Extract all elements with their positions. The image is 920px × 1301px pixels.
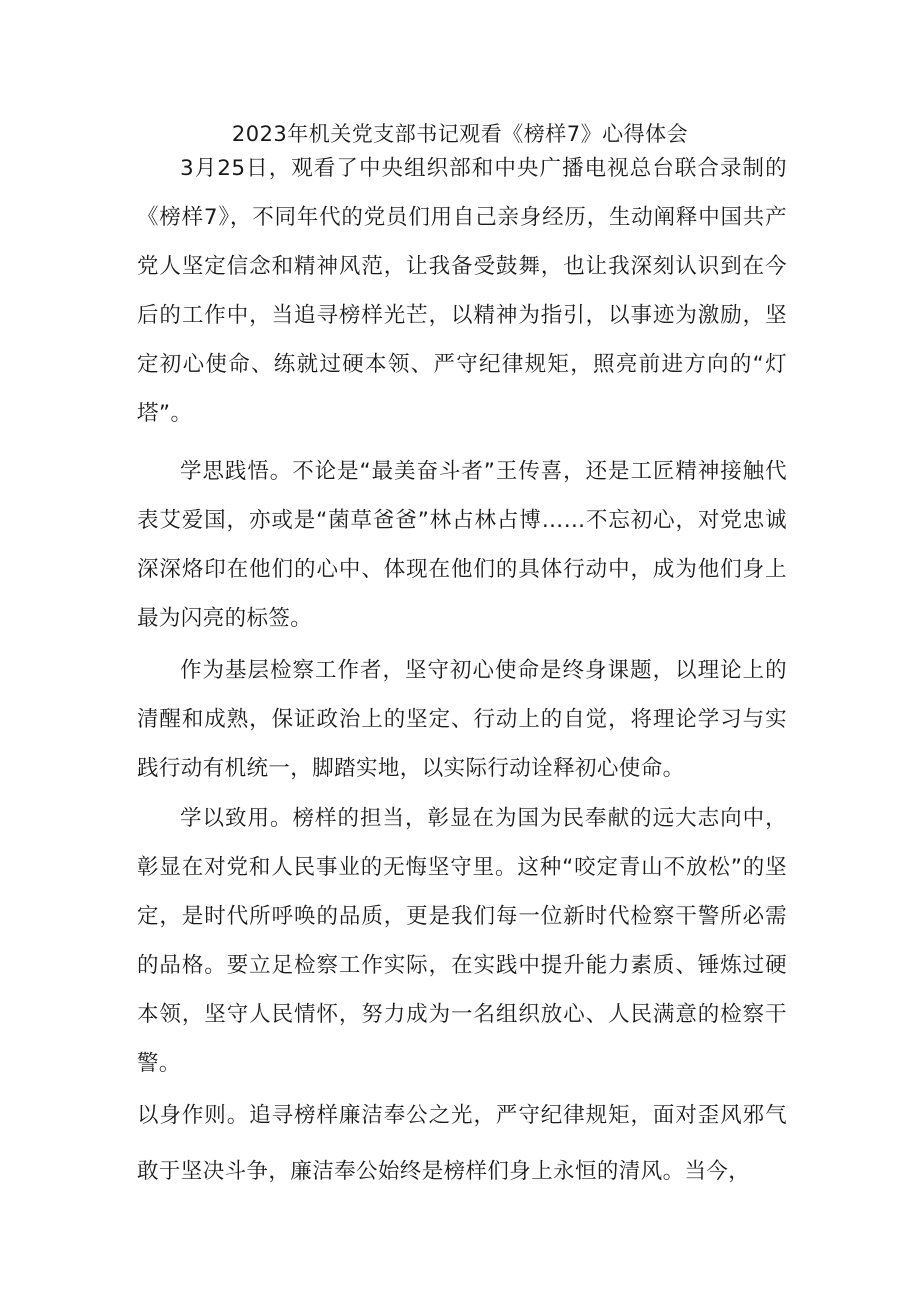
paragraph-4: 学以致用。榜样的担当，彰显在为国为民奉献的远大志向中，彰显在对党和人民事业的无悔坚守里。这种“咬定青山不放松”的坚定，是时代所呼唤的品质，更是我们每一位新时代检察干警所必需的品格。要立足检察工作实际，在实践中提升能力素质、锤炼过硬本领，坚守人民情怀，努力成为一名组织放心、人民满意的检察干警。 [137,806,787,1076]
paragraph-3: 作为基层检察工作者，坚守初心使命是终身课题，以理论上的清醒和成熟，保证政治上的坚定、行动上的自觉，将理论学习与实践行动有机统一，脚踏实地，以实际行动诠释初心使命。 [137,658,787,781]
paragraph-2: 学思践悟。不论是“最美奋斗者”王传喜，还是工匠精神接触代表艾爱国，亦或是“菌草爸爸”林占林占博……不忘初心，对党忠诚深深烙印在他们的心中、体现在他们的具体行动中，成为他们身上最为闪亮的标签。 [137,459,787,631]
document-title: 2023年机关党支部书记观看《榜样7》心得体会 [231,122,689,146]
paragraph-1: 3月25日，观看了中央组织部和中央广播电视总台联合录制的《榜样7》，不同年代的党员们用自己亲身经历，生动阐释中国共产党人坚定信念和精神风范，让我备受鼓舞，也让我深刻认识到在今后的工作中，当追寻榜样光芒，以精神为指引，以事迹为激励，坚定初心使命、练就过硬本领、严守纪律规矩，照亮前进方向的“灯塔”。 [137,156,787,426]
paragraph-5: 以身作则。追寻榜样廉洁奉公之光，严守纪律规矩，面对歪风邪气敢于坚决斗争，廉洁奉公始终是榜样们身上永恒的清风。当今， [137,1103,787,1184]
